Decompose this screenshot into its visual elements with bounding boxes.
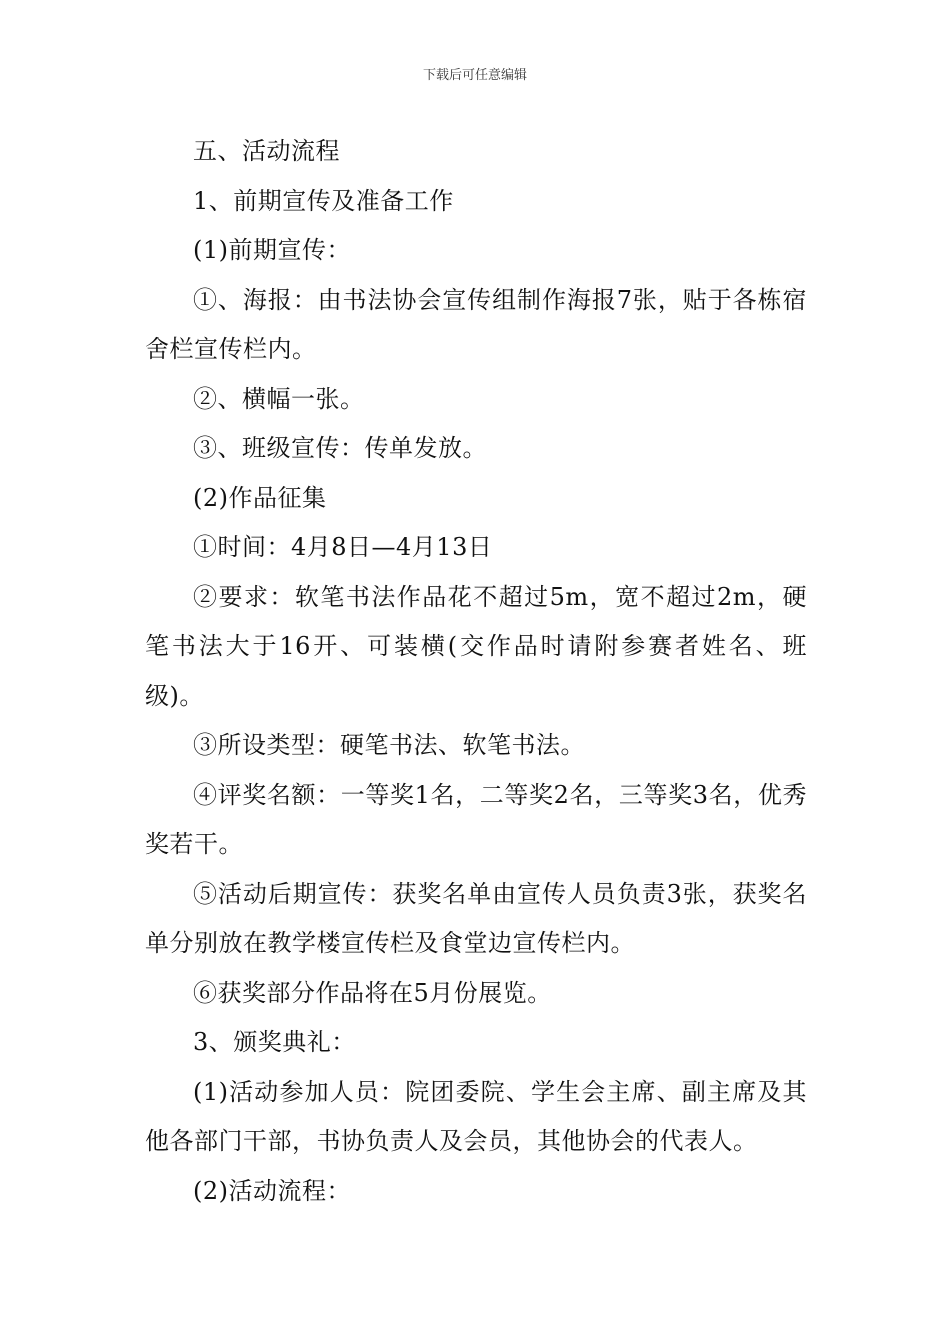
list-item: (1)活动参加人员：院团委院、学生会主席、副主席及其他各部门干部，书协负责人及会员，其他协会的代表人。 bbox=[145, 1077, 807, 1155]
list-item: ⑤活动后期宣传：获奖名单由宣传人员负责3张，获奖名单分别放在教学楼宣传栏及食堂边宣传栏内。 bbox=[145, 879, 807, 957]
list-item: ①时间：4月8日—4月13日 bbox=[193, 533, 493, 561]
list-item: ②要求：软笔书法作品花不超过5m，宽不超过2m，硬笔书法大于16开、可装横(交作品时请附参赛者姓名、班级)。 bbox=[145, 582, 807, 710]
list-item: ③、班级宣传：传单发放。 bbox=[193, 434, 487, 462]
list-item: ③所设类型：硬笔书法、软笔书法。 bbox=[193, 731, 585, 759]
item-heading: (2)活动流程： bbox=[193, 1176, 351, 1205]
list-item: ①、海报：由书法协会宣传组制作海报7张，贴于各栋宿舍栏宣传栏内。 bbox=[145, 285, 807, 363]
item-heading: (1)前期宣传： bbox=[193, 236, 351, 264]
list-item: ⑥获奖部分作品将在5月份展览。 bbox=[193, 978, 552, 1007]
item-heading: (2)作品征集 bbox=[193, 483, 327, 512]
list-item: ②、横幅一张。 bbox=[193, 384, 365, 413]
page-header: 下载后可任意编辑 bbox=[422, 68, 527, 83]
subsection-heading: 1、前期宣传及准备工作 bbox=[193, 186, 454, 215]
list-item: ④评奖名额：一等奖1名，二等奖2名，三等奖3名，优秀奖若干。 bbox=[145, 780, 807, 858]
subsection-heading: 3、颁奖典礼： bbox=[193, 1028, 356, 1056]
document-body bbox=[145, 127, 807, 1216]
section-heading: 五、活动流程 bbox=[193, 137, 340, 165]
